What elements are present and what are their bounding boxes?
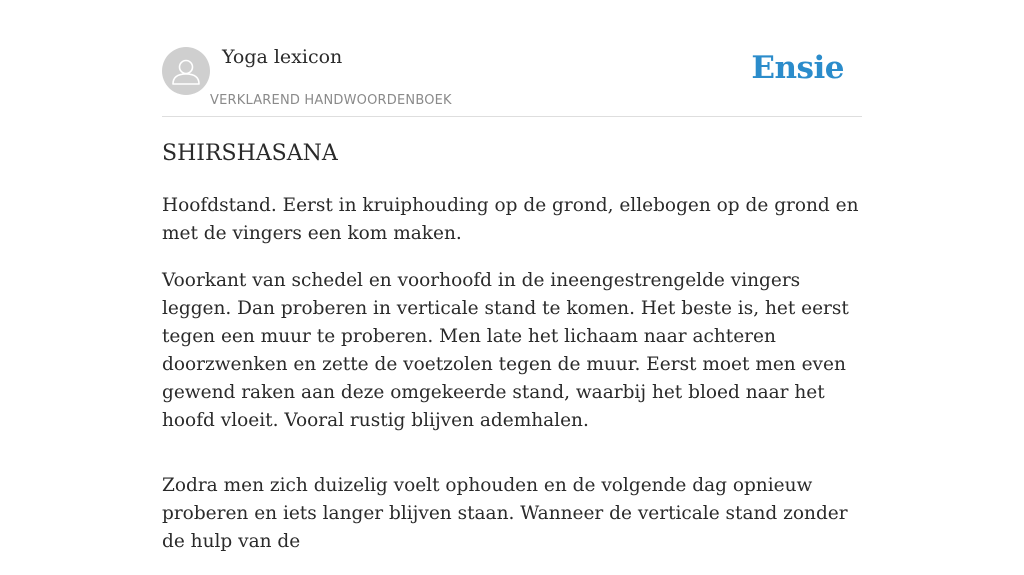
paragraph-2: Voorkant van schedel en voorhoofd in de ineengestrengelde vingers leggen. Dan proberen in verticale stand te komen. Het beste is, het eerst tegen een muur te proberen. Men late het lichaam naar achteren doorzwenken en zette de voetzolen tegen de muur. Eerst moet men even gewend raken aan deze omgekeerde stand, waarbij het bloed naar het hoofd vloeit. Vooral rustig blijven ademhalen. <box>162 270 849 431</box>
user-avatar-icon[interactable] <box>162 47 210 95</box>
user-silhouette-icon <box>162 47 210 95</box>
paragraph-1: Hoofdstand. Eerst in kruiphouding op de grond, ellebogen op de grond en met de vingers een kom maken. <box>162 195 859 244</box>
header <box>162 46 862 117</box>
brand-logo[interactable]: Ensie <box>751 50 844 86</box>
paragraph-3: Zodra men zich duizelig voelt ophouden en de volgende dag opnieuw proberen en iets langer blijven staan. Wanneer de verticale stand zonder de hulp van de <box>162 475 848 552</box>
dictionary-subtitle: VERKLAREND HANDWOORDENBOEK <box>210 93 452 108</box>
author-name[interactable]: Yoga lexicon <box>222 46 343 68</box>
entry-title: SHIRSHASANA <box>162 141 338 166</box>
entry-body <box>162 192 868 575</box>
